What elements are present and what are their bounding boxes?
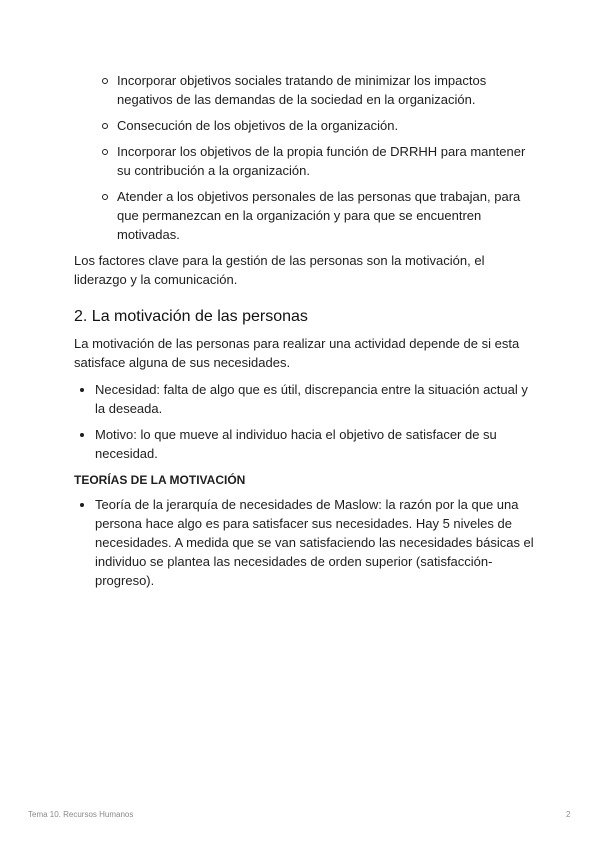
list-item: Incorporar los objetivos de la propia función de DRRHH para mantener su contribución a la organización. [74,142,534,180]
footer-title: Tema 10. Recursos Humanos [28,810,134,819]
list-item: Teoría de la jerarquía de necesidades de Maslow: la razón por la que una persona hace algo es para satisfacer sus necesidades. Hay 5 niveles de necesidades. A medida que se van satisfaciendo las necesidades básicas el individuo se plantea las necesidades de orden superior (satisfacción-progreso). [74,495,534,590]
list-item: Motivo: lo que mueve al individuo hacia el objetivo de satisfacer de su necesidad. [74,425,534,463]
intro-paragraph: Los factores clave para la gestión de las personas son la motivación, el liderazgo y la comunicación. [74,253,485,287]
page-number: 2 [566,810,571,819]
subheading: TEORÍAS DE LA MOTIVACIÓN [74,473,246,487]
objectives-sublist [74,71,534,244]
hollow-bullet-icon [102,123,108,129]
hollow-bullet-icon [102,149,108,155]
list-item: Consecución de los objetivos de la organización. [74,116,534,135]
section-heading: 2. La motivación de las personas [74,308,308,325]
bullet-icon [80,388,84,392]
bullet-icon [80,433,84,437]
document-body [74,71,534,597]
hollow-bullet-icon [102,78,108,84]
list-item: Atender a los objetivos personales de las personas que trabajan, para que permanezcan en la organización y para que se encuentren motivadas. [74,187,534,244]
theories-list [74,495,534,590]
definitions-list [74,380,534,463]
list-item: Necesidad: falta de algo que es útil, discrepancia entre la situación actual y la deseada. [74,380,534,418]
section-paragraph: La motivación de las personas para realizar una actividad depende de si esta satisface alguna de sus necesidades. [74,336,520,370]
hollow-bullet-icon [102,194,108,200]
bullet-icon [80,503,84,507]
list-item: Incorporar objetivos sociales tratando de minimizar los impactos negativos de las demandas de la sociedad en la organización. [74,71,534,109]
